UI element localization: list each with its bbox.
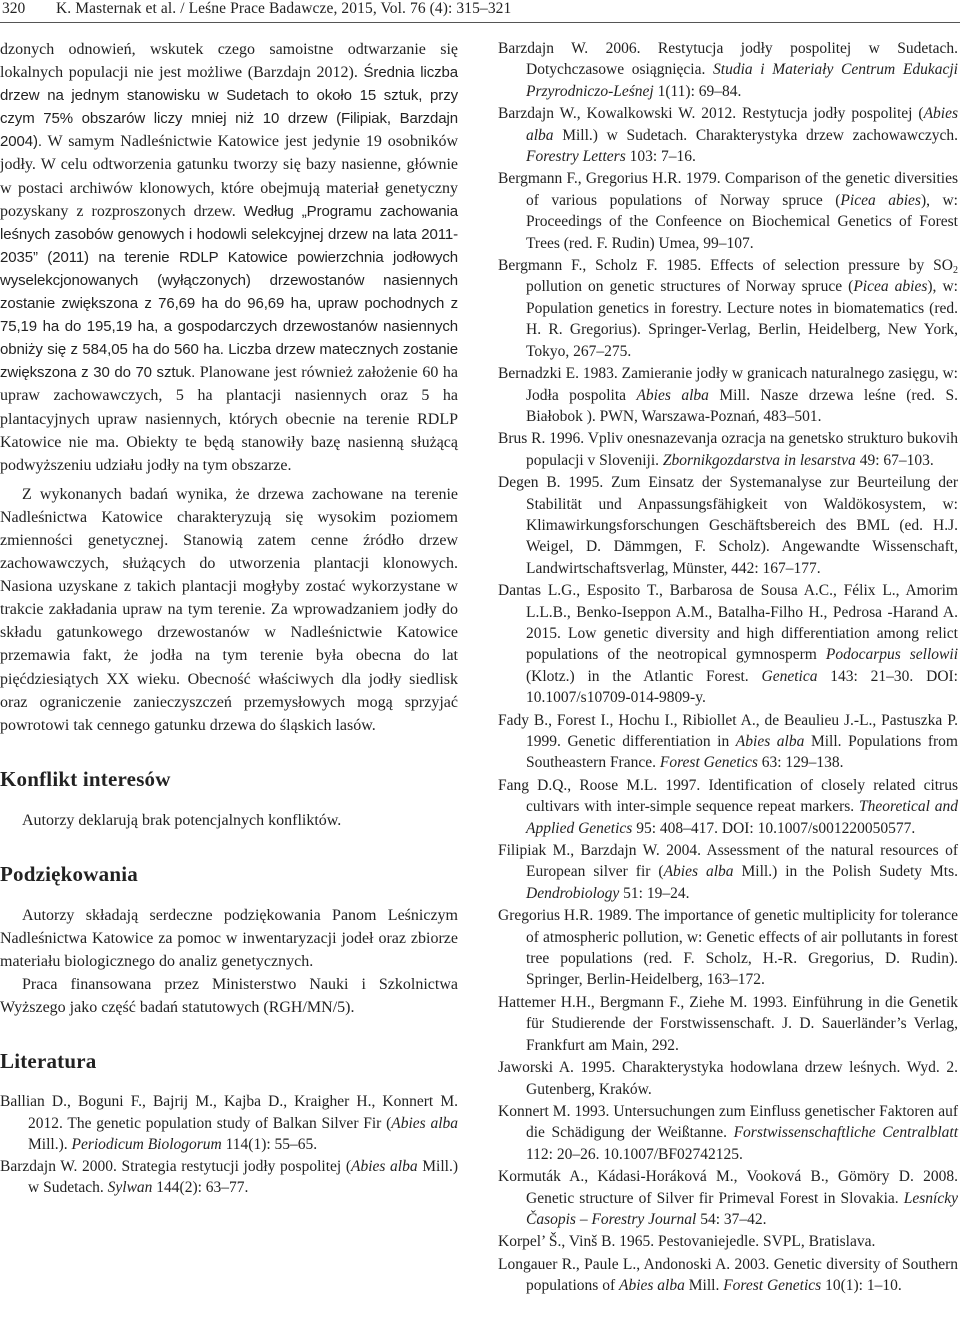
conflict-paragraph: Autorzy deklarują brak potencjalnych konfliktów. <box>22 811 342 829</box>
reference-item: Barzdajn W. 2000. Strategia restytucji jodły pospolitej (Abies alba Mill.) w Sudetach. Sylwan 144(2): 63–77. <box>0 1157 458 1196</box>
body-paragraph: Z wykonanych badań wynika, że drzewa zachowane na terenie Nadleśnictwa Katowice charakteryzują się wysokim poziomem zmienności genetycznej. Stanowią zatem cenne źródło drzew zachowawczych, służących do utworzenia plantacji klonowych. Nasiona uzyskane z takich plantacji mogłyby zostać wykorzystane w trakcie zakładania upraw na tym terenie. Za wprowadzaniem jodły do składu gatunkowego drzewostanów w Nadleśnictwie Katowice przemawia fakt, że jodła na tym terenie była obecna do lat pięćdziesiątych XX wieku. Obecność właściwych dla jodły siedlisk oraz ograniczenie zanieczyszczeń przemysłowych mogą sprzyjać powrotowi tak cennego gatunku drzewa do śląskich lasów. <box>0 485 458 734</box>
reference-item: Jaworski A. 1995. Charakterystyka hodowlana drzew leśnych. Wyd. 2. Gutenberg, Kraków. <box>498 1059 958 1098</box>
heading-conflict: Konflikt interesów <box>0 766 171 791</box>
heading-literature: Literatura <box>0 1049 97 1074</box>
reference-item: Konnert M. 1993. Untersuchungen zum Einfluss genetischer Faktoren auf die Schädigung der Weißtanne. Forstwissenschaftliche Centralblatt 112: 20–26. 10.1007/BF02742125. <box>498 1102 958 1163</box>
reference-item: Hattemer H.H., Bergmann F., Ziehe M. 1993. Einführung in die Genetik für Studierende der Forstwissenschaft. J. D. Sauerländer’s Verlag, Frankfurt am Main, 292. <box>498 993 958 1054</box>
reference-item: Bergmann F., Scholz F. 1985. Effects of selection pressure by $SO_2$ pollution on genetic structures of Norway spruce (Picea abies), w: Population genetics in forestry. Lecture notes in biomatematics (red. H. R. Gregorius). Springer-Verlag, Berlin, Heidelberg, New York, Tokyo, 267–275. <box>498 257 958 360</box>
reference-item: Filipiak M., Barzdajn W. 2004. Assessment of the natural resources of European silver fir (Abies alba Mill.) in the Polish Sudety Mts. Dendrobiology 51: 19–24. <box>498 842 958 902</box>
reference-item: Fang D.Q., Roose M.L. 1997. Identification of closely related citrus cultivars with inter-simple sequence repeat markers. Theoretical and Applied Genetics 95: 408–417. DOI: 10.1007/s001220050577. <box>498 776 959 837</box>
reference-item: Barzdajn W. 2006. Restytucja jodły pospolitej w Sudetach. Dotychczasowe osiągnięcia. Studia i Materiały Centrum Edukacji Przyrodniczo-Leśnej 1(11): 69–84. <box>498 40 958 100</box>
left-column <box>0 38 458 1198</box>
text-run-sans: Średnia liczba drzew na jednym stanowisku w Sudetach to około 15 sztuk, przy czym 75% obszarów liczy mniej niż 10 drzew (Filipiak, Barzdajn 2004). <box>0 64 459 151</box>
reference-item: Ballian D., Boguni F., Bajrij M., Kajba D., Kraigher H., Konnert M. 2012. The genetic population study of Balkan Silver Fir (Abies alba Mill.). Periodicum Biologorum 114(1): 55–65. <box>0 1093 459 1154</box>
reference-item: Kormuták A., Kádasi-Horáková M., Vooková B., Gömöry D. 2008. Genetic structure of Silver fir Primeval Forest in Slovakia. Lesnícky Časopis – Forestry Journal 54: 37–42. <box>498 1168 958 1228</box>
reference-item: Barzdajn W., Kowalkowski W. 2012. Restytucja jodły pospolitej (Abies alba Mill.) w Sudetach. Charakterystyka drzew zachowawczych. Forestry Letters 103: 7–16. <box>498 105 958 166</box>
reference-item: Korpel’ Š., Vinš B. 1965. Pestovaniejedle. SVPL, Bratislava. <box>498 1233 876 1251</box>
header-rule <box>0 22 960 23</box>
running-citation: K. Masternak et al. / Leśne Prace Badawcze, 2015, Vol. 76 (4): 315–321 <box>56 0 512 17</box>
text-run-sans: Według „Programu zachowania leśnych zasobów genowych i hodowli selekcyjnej drzew na lata 2011-2035” (2011) na terenie RDLP Katowice powierzchnia jodłowych wyselekcjonowanych (wyłączonych) drzewostanów nasiennych zostanie zwiększona z 76,69 ha do 96,69 ha, upraw pochodnych z 75,19 ha do 195,19 ha, a gospodarczych drzewostanów nasiennych obniży się z 584,05 ha do 560 ha. Liczba drzew matecznych zostanie zwiększona z 30 do 70 sztuk. <box>0 202 458 382</box>
reference-item: Dantas L.G., Esposito T., Barbarosa de Sousa A.C., Félix L., Amorim L.L.B., Benko-Iseppon A.M., Batalha-Filho H., Pedrosa -Harand A. 2015. Low genetic diversity and high differentiation among relict populations of the neotropical gymnosperm Podocarpus sellowii (Klotz.) in the Atlantic Forest. Genetica 143: 21–30. DOI: 10.1007/s10709-014-9809-y. <box>498 582 958 707</box>
text-run: Planowane jest również założenie 60 ha upraw zachowawczych, 5 ha plantacji nasiennych oraz 5 ha plantacyjnych upraw nasiennych, których obecnie na terenie RDLP Katowice nie ma. Obiekty te będą stanowiły bazę nasienną służącą podwyższeniu udziału jodły na tym obszarze. <box>0 364 458 474</box>
page-number: 320 <box>2 0 26 17</box>
text-run: W samym Nadleśnictwie Katowice jest jedynie 19 osobników jodły. W celu odtworzenia gatunku tworzy się bazy nasienne, głównie w postaci archiwów klonowych, które obejmują materiał genetyczny pozyskany z rozproszonych drzew. <box>0 133 458 220</box>
reference-item: Degen B. 1995. Zum Einsatz der Systemanalyse zur Beurteilung der Stabilität und Anpassungsfähigkeit von Waldökosystem, w: Klimawirkungsforschungen Geschäftsbereich des BML (ed. H.J. Weigel, D. Dämmgen, F. Scholz). Angewandte Wissenschaft, Landwirtschaftsverlag, Münster, 442: 167–177. <box>498 474 958 577</box>
right-column <box>498 38 958 1298</box>
acknowledgement-paragraph: Autorzy składają serdeczne podziękowania Panom Leśniczym Nadleśnictwa Katowice za pomoc w inwentaryzacji jodeł oraz zbiorze materiału biologicznego do analiz genetycznych. <box>0 906 458 971</box>
body-paragraph <box>0 38 458 477</box>
funding-paragraph: Praca finansowana przez Ministerstwo Nauki i Szkolnictwa Wyższego jako część badań statutowych (RGH/MN/5). <box>0 976 458 1017</box>
reference-item: Fady B., Forest I., Hochu I., Ribiollet A., de Beaulieu J.-L., Pastuszka P. 1999. Genetic differentiation in Abies alba Mill. Populations from Southeastern France. Forest Genetics 63: 129–138. <box>498 711 958 772</box>
reference-item: Longauer R., Paule L., Andonoski A. 2003. Genetic diversity of Southern populations of Abies alba Mill. Forest Genetics 10(1): 1–10. <box>498 1255 958 1295</box>
reference-item: Brus R. 1996. Vpliv onesnazevanja ozracja na genetsko strukturo bukovih populacji v Sloveniji. Zbornikgozdarstva in lesarstva 49: 67–103. <box>498 430 958 469</box>
reference-item: Bergmann F., Gregorius H.R. 1979. Comparison of the genetic diversities of various populations of Norway spruce (Picea abies), w: Proceedings of the Confeence on Biochemical Genetics of Forest Trees (red. F. Rudin) Umea, 99–107. <box>498 170 958 252</box>
heading-acknowledgements: Podziękowania <box>0 861 138 886</box>
reference-item: Gregorius H.R. 1989. The importance of genetic multiplicity for tolerance of atmospheric pollution, w: Genetic effects of air pollutants in forest tree populations (red. F. Scholz, H.-R. Gregorius, D. Rudin). Springer, Berlin-Heidelberg, 163–172. <box>498 907 958 989</box>
page-header <box>0 0 960 24</box>
reference-item: Bernadzki E. 1983. Zamieranie jodły w granicach naturalnego zasięgu, w: Jodła pospolita Abies alba Mill. Nasze drzewa leśne (red. S. Białobok ). PWN, Warszawa-Poznań, 483–501. <box>498 365 958 425</box>
text-run: dzonych odnowień, wskutek czego samoistne odtwarzanie się lokalnych populacji nie jest możliwe (Barzdajn 2012). <box>0 41 458 82</box>
